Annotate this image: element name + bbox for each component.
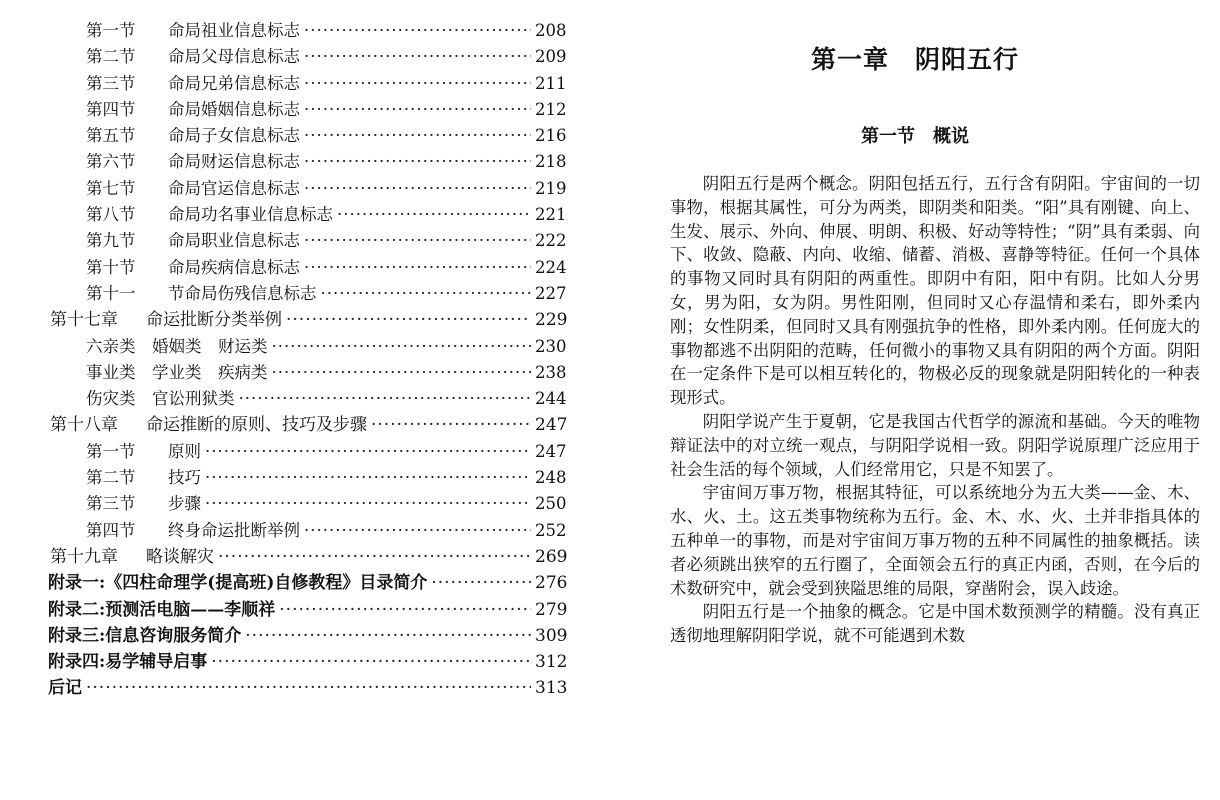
toc-entry	[0, 71, 575, 97]
toc-entry-label	[86, 228, 300, 254]
toc-entry	[0, 176, 575, 202]
toc-entry-number: 第一节	[86, 441, 136, 461]
toc-page-number: 250	[535, 494, 567, 514]
toc-page-number: 247	[535, 441, 567, 461]
toc-entry-number: 第十七章	[50, 310, 118, 331]
toc-entry-title: 命局父母信息标志	[168, 47, 300, 67]
toc-leader-dots	[211, 649, 531, 675]
toc-entry-title: 伤灾类 官讼刑狱类	[86, 389, 235, 409]
toc-entry	[0, 255, 575, 281]
toc-entry-number: 第二节	[86, 468, 136, 488]
toc-entry-title: 命局功名事业信息标志	[168, 205, 333, 225]
toc-page-number: 227	[535, 283, 567, 303]
toc-leader-dots	[304, 255, 531, 281]
toc-entry-title: 命局官运信息标志	[168, 178, 300, 198]
toc-entry-label	[86, 334, 268, 360]
toc-page-number: 248	[535, 468, 567, 488]
toc-entry	[0, 360, 575, 386]
toc-entry	[0, 334, 575, 360]
toc-entry-title: 命局疾病信息标志	[168, 257, 300, 277]
toc-entry-title: 原则	[168, 441, 201, 461]
toc-entry	[0, 544, 575, 570]
toc-entry-title: 命局财运信息标志	[168, 152, 300, 172]
toc-entry	[0, 228, 575, 254]
toc-leader-dots	[304, 228, 531, 254]
toc-page-number: 244	[535, 389, 567, 409]
toc-entry-title: 后记	[48, 678, 82, 699]
toc-entry	[0, 386, 575, 412]
toc-entry-label	[86, 255, 300, 281]
toc-page	[0, 0, 590, 800]
toc-entry	[0, 675, 575, 701]
toc-page-number: 216	[535, 126, 567, 146]
toc-entry-number: 第八节	[86, 205, 136, 225]
toc-leader-dots	[304, 518, 531, 544]
toc-entry-title: 命局兄弟信息标志	[168, 73, 300, 93]
toc-entry	[0, 597, 575, 623]
toc-entry-title: 命运批断分类举例	[146, 310, 282, 331]
toc-entry-number: 第二节	[86, 47, 136, 67]
toc-leader-dots	[321, 281, 532, 307]
toc-entry-label	[48, 675, 82, 701]
toc-entry-title: 附录三:信息咨询服务简介	[48, 625, 242, 646]
section-title: 概说	[933, 126, 969, 147]
toc-entry	[0, 202, 575, 228]
toc-entry-label	[86, 71, 300, 97]
toc-leader-dots	[304, 44, 531, 70]
toc-page-number: 313	[535, 678, 568, 699]
toc-entry-title: 命局婚姻信息标志	[168, 99, 300, 119]
toc-entry-title: 技巧	[168, 468, 201, 488]
toc-entry-number: 第七节	[86, 178, 136, 198]
toc-entry-title: 命运推断的原则、技巧及步骤	[146, 415, 367, 436]
toc-entry-number: 第十一	[86, 283, 136, 303]
toc-leader-dots	[205, 491, 531, 517]
toc-entry-number: 第三节	[86, 494, 136, 514]
toc-entry-label	[50, 544, 214, 570]
toc-entry-label	[86, 360, 268, 386]
toc-leader-dots	[286, 307, 531, 333]
toc-entry-title: 六亲类 婚姻类 财运类	[86, 336, 268, 356]
toc-leader-dots	[218, 544, 531, 570]
toc-entry-number: 第十节	[86, 257, 136, 277]
toc-entry-number: 第十八章	[50, 415, 118, 436]
toc-entry-label	[48, 570, 427, 596]
toc-entry-label	[50, 412, 367, 438]
toc-leader-dots	[245, 623, 531, 649]
toc-entry-label	[86, 439, 201, 465]
toc-entry-number: 第五节	[86, 126, 136, 146]
toc-entry-label	[86, 491, 201, 517]
toc-entry	[0, 439, 575, 465]
toc-entry-number: 第四节	[86, 99, 136, 119]
toc-page-number: 238	[535, 362, 567, 382]
toc-entry-label	[48, 623, 241, 649]
toc-entry	[0, 412, 575, 438]
toc-entry-label	[86, 202, 333, 228]
toc-page-number: 212	[535, 99, 567, 119]
chapter-title: 阴阳五行	[915, 45, 1020, 74]
toc-entry-label	[86, 386, 235, 412]
paragraph: 宇宙间万事万物，根据其特征，可以系统地分为五大类——金、木、水、火、土。这五类事物统称为五行。金、木、水、火、土并非指具体的五种单一的事物，而是对宇宙间万事万物的五种不同属性的抽象概括。读者必须跳出狭窄的五行圈了，全面领会五行的真正内函，否则，在今后的术数研究中，就会受到狭隘思维的局限，穿凿附会，误入歧途。	[670, 483, 1200, 598]
toc-entry-title: 节命局伤残信息标志	[168, 283, 317, 303]
toc-leader-dots	[304, 18, 531, 44]
toc-entry	[0, 491, 575, 517]
toc-leader-dots	[279, 597, 531, 623]
toc-list	[0, 18, 575, 702]
toc-entry-title: 命局祖业信息标志	[168, 21, 300, 40]
toc-entry-label	[86, 518, 300, 544]
toc-entry-title: 命局职业信息标志	[168, 231, 300, 251]
toc-page-number: 252	[535, 520, 567, 540]
toc-entry-title: 附录一:《四柱命理学(提高班)自修教程》目录简介	[48, 573, 428, 594]
toc-entry	[0, 570, 575, 596]
toc-entry-label	[48, 597, 275, 623]
toc-page-number: 230	[535, 336, 567, 356]
toc-page-number: 209	[535, 47, 567, 67]
toc-entry-label	[86, 281, 317, 307]
toc-entry-title: 事业类 学业类 疾病类	[86, 362, 268, 382]
toc-entry-title: 步骤	[168, 494, 201, 514]
toc-entry-title: 略谈解灾	[146, 546, 214, 567]
toc-entry	[0, 623, 575, 649]
toc-entry-label	[50, 307, 282, 333]
toc-entry	[0, 149, 575, 175]
toc-page-number: 218	[535, 152, 567, 172]
toc-leader-dots	[205, 439, 531, 465]
toc-entry-number: 第十九章	[50, 546, 118, 567]
toc-page-number: 208	[535, 21, 567, 40]
toc-entry-number: 第三节	[86, 73, 136, 93]
toc-entry	[0, 97, 575, 123]
chapter-page	[620, 0, 1210, 800]
toc-page-number: 269	[535, 546, 568, 567]
toc-page-number: 211	[535, 73, 567, 93]
toc-entry-number: 第九节	[86, 231, 136, 251]
toc-entry-label	[86, 149, 300, 175]
toc-leader-dots	[371, 412, 531, 438]
toc-leader-dots	[431, 570, 531, 596]
toc-leader-dots	[86, 675, 531, 701]
toc-leader-dots	[304, 149, 531, 175]
toc-leader-dots	[304, 176, 531, 202]
toc-entry-title: 附录二:预测活电脑——李顺祥	[48, 599, 276, 620]
paragraph: 阴阳五行是两个概念。阴阳包括五行，五行含有阴阳。宇宙间的一切事物，根据其属性，可分为两类，即阴类和阳类。“阳”具有刚键、向上、生发、展示、外向、伸展、明朗、积极、好动等特性；“阴”具有柔弱、向下、收敛、隐蔽、内向、收缩、储蓄、消极、喜静等特征。任何一个具体的事物又同时具有阴阳的两重性。即阴中有阳，阳中有阴。比如人分男女，男为阳，女为阴。男性阳刚，但同时又心存温情和柔右，即外柔内刚；女性阴柔，但同时又具有刚强抗争的性格，即外柔内刚。任何庞大的事物都逃不出阴阳的范畴，任何微小的事物又具有阴阳的两个方面。阴阳在一定条件下是可以相互转化的，物极必反的现象就是阴阳转化的一种表现形式。	[670, 174, 1200, 408]
toc-leader-dots	[205, 465, 531, 491]
chapter-heading	[620, 40, 1210, 76]
toc-page-number: 222	[535, 231, 567, 251]
toc-page-number: 312	[535, 652, 568, 673]
body-text	[670, 172, 1200, 648]
toc-entry-label	[86, 18, 300, 44]
toc-entry-label	[86, 44, 300, 70]
toc-entry-title: 命局子女信息标志	[168, 126, 300, 146]
toc-entry-label	[86, 176, 300, 202]
toc-entry-number: 第一节	[86, 21, 136, 40]
paragraph: 阴阳五行是一个抽象的概念。它是中国术数预测学的精髓。没有真正透彻地理解阴阳学说，就不可能遇到术数	[670, 602, 1200, 646]
toc-page-number: 224	[535, 257, 567, 277]
toc-page-number: 309	[535, 625, 568, 646]
toc-entry	[0, 307, 575, 333]
toc-entry-title: 附录四:易学辅导启事	[48, 652, 208, 673]
toc-entry	[0, 518, 575, 544]
toc-leader-dots	[272, 334, 532, 360]
section-number: 第一节	[861, 126, 915, 147]
toc-page-number: 276	[535, 573, 568, 594]
toc-leader-dots	[337, 202, 531, 228]
toc-entry	[0, 18, 575, 44]
toc-leader-dots	[304, 97, 531, 123]
toc-entry-number: 第四节	[86, 520, 136, 540]
toc-leader-dots	[272, 360, 532, 386]
toc-entry	[0, 123, 575, 149]
toc-page-number: 219	[535, 178, 567, 198]
toc-leader-dots	[304, 71, 531, 97]
section-heading	[620, 122, 1210, 148]
toc-page-number: 279	[535, 599, 568, 620]
toc-entry-label	[86, 123, 300, 149]
toc-entry-label	[86, 465, 201, 491]
toc-leader-dots	[304, 123, 531, 149]
toc-entry	[0, 281, 575, 307]
toc-entry-label	[86, 97, 300, 123]
toc-page-number: 247	[535, 415, 568, 436]
toc-entry-label	[48, 649, 207, 675]
toc-entry	[0, 44, 575, 70]
chapter-number: 第一章	[810, 45, 889, 74]
toc-entry-title: 终身命运批断举例	[168, 520, 300, 540]
toc-entry	[0, 649, 575, 675]
toc-entry-number: 第六节	[86, 152, 136, 172]
paragraph: 阴阳学说产生于夏朝，它是我国古代哲学的源流和基础。今天的唯物辩证法中的对立统一观点，与阴阳学说相一致。阴阳学说原理广泛应用于社会生活的每个领域，人们经常用它，只是不知罢了。	[670, 411, 1200, 479]
toc-page-number: 229	[535, 310, 568, 331]
toc-page-number: 221	[535, 205, 567, 225]
toc-leader-dots	[239, 386, 532, 412]
toc-entry	[0, 465, 575, 491]
